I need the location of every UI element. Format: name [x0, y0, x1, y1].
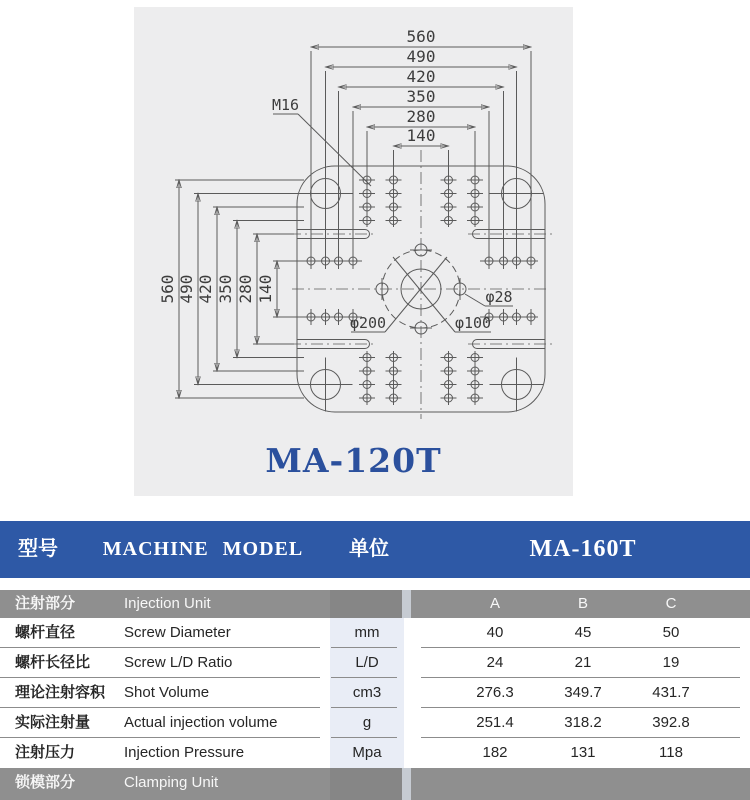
- top-dim-label: 350: [406, 87, 436, 106]
- header-unit: 单位: [349, 538, 389, 560]
- row-divider: [421, 647, 740, 648]
- row-label-cn: 注射压力: [15, 744, 76, 761]
- table-row: [0, 678, 750, 708]
- row-divider: [331, 707, 397, 708]
- row-unit: Mpa: [352, 744, 382, 761]
- section-unit-band: [330, 590, 402, 618]
- section-unit-band: [330, 768, 402, 800]
- value-c: 118: [659, 744, 683, 761]
- row-label-en: Shot Volume: [124, 684, 210, 701]
- drawing-model-title: MA-120T: [265, 441, 442, 480]
- row-divider: [0, 707, 320, 708]
- value-a: 24: [486, 654, 504, 671]
- table-row: [0, 738, 750, 768]
- left-dim-label: 280: [236, 274, 255, 304]
- section-label-en: Clamping Unit: [124, 774, 219, 791]
- row-label-cn: 实际注射量: [15, 714, 91, 731]
- header-model-cn: 型号: [18, 538, 58, 560]
- row-unit: cm3: [352, 684, 382, 701]
- value-b: 349.7: [564, 684, 602, 701]
- section-gap-band: [402, 590, 411, 618]
- row-label-cn: 螺杆直径: [15, 624, 76, 641]
- row-label-cn: 螺杆长径比: [15, 654, 91, 671]
- table-header: [0, 521, 750, 578]
- bolt-circle-label: φ200: [349, 314, 387, 332]
- row-label-en: Actual injection volume: [124, 714, 278, 731]
- row-label-en: Injection Pressure: [124, 744, 245, 761]
- row-unit: g: [362, 714, 372, 731]
- section-label-cn: 锁模部分: [15, 774, 76, 791]
- table-row: [0, 618, 750, 648]
- row-divider: [0, 647, 320, 648]
- value-a: 182: [482, 744, 508, 761]
- value-a: 276.3: [476, 684, 514, 701]
- header-model-en: MACHINE MODEL: [102, 538, 304, 560]
- section-label-cn: 注射部分: [15, 595, 76, 612]
- left-dim-label: 490: [177, 274, 196, 304]
- left-dim-label: 140: [256, 274, 275, 304]
- center-hole-label: φ100: [454, 314, 492, 332]
- value-c: 431.7: [652, 684, 690, 701]
- section-gap-band: [402, 768, 411, 800]
- value-b: 131: [570, 744, 596, 761]
- row-divider: [421, 677, 740, 678]
- thread-callout-leader: [273, 114, 371, 186]
- value-b: 45: [574, 624, 592, 641]
- section-row-injection: [0, 590, 750, 618]
- row-divider: [331, 677, 397, 678]
- row-unit: L/D: [355, 654, 379, 671]
- section-row-clamping: [0, 768, 750, 800]
- row-label-en: Screw Diameter: [124, 624, 231, 641]
- top-dim-label: 560: [406, 27, 436, 46]
- header-machine-model: MA-160T: [529, 536, 637, 562]
- platen-technical-drawing: [134, 7, 573, 437]
- value-c: 392.8: [652, 714, 690, 731]
- left-dim-label: 560: [158, 274, 177, 304]
- value-a: 40: [486, 624, 504, 641]
- top-dim-label: 490: [406, 47, 436, 66]
- section-label-en: Injection Unit: [124, 595, 211, 612]
- drawing-panel: [134, 7, 573, 496]
- table-row: [0, 648, 750, 678]
- table-row: [0, 708, 750, 738]
- value-c: 50: [662, 624, 680, 641]
- row-unit: mm: [354, 624, 380, 641]
- row-divider: [0, 737, 320, 738]
- row-divider: [331, 647, 397, 648]
- row-divider: [421, 707, 740, 708]
- small-hole-label: φ28: [485, 288, 513, 306]
- row-divider: [0, 677, 320, 678]
- thread-label: M16: [272, 96, 300, 114]
- value-a: 251.4: [476, 714, 514, 731]
- row-divider: [331, 737, 397, 738]
- top-dim-label: 140: [406, 126, 436, 145]
- row-label-en: Screw L/D Ratio: [124, 654, 233, 671]
- column-header-b: B: [577, 595, 589, 612]
- column-header-a: A: [489, 595, 501, 612]
- value-c: 19: [662, 654, 680, 671]
- value-b: 21: [574, 654, 592, 671]
- value-b: 318.2: [564, 714, 602, 731]
- row-divider: [421, 737, 740, 738]
- top-dim-label: 280: [406, 107, 436, 126]
- column-header-c: C: [665, 595, 677, 612]
- row-label-cn: 理论注射容积: [15, 684, 106, 701]
- left-dim-label: 350: [216, 274, 235, 304]
- left-dim-label: 420: [196, 274, 215, 304]
- top-dim-label: 420: [406, 67, 436, 86]
